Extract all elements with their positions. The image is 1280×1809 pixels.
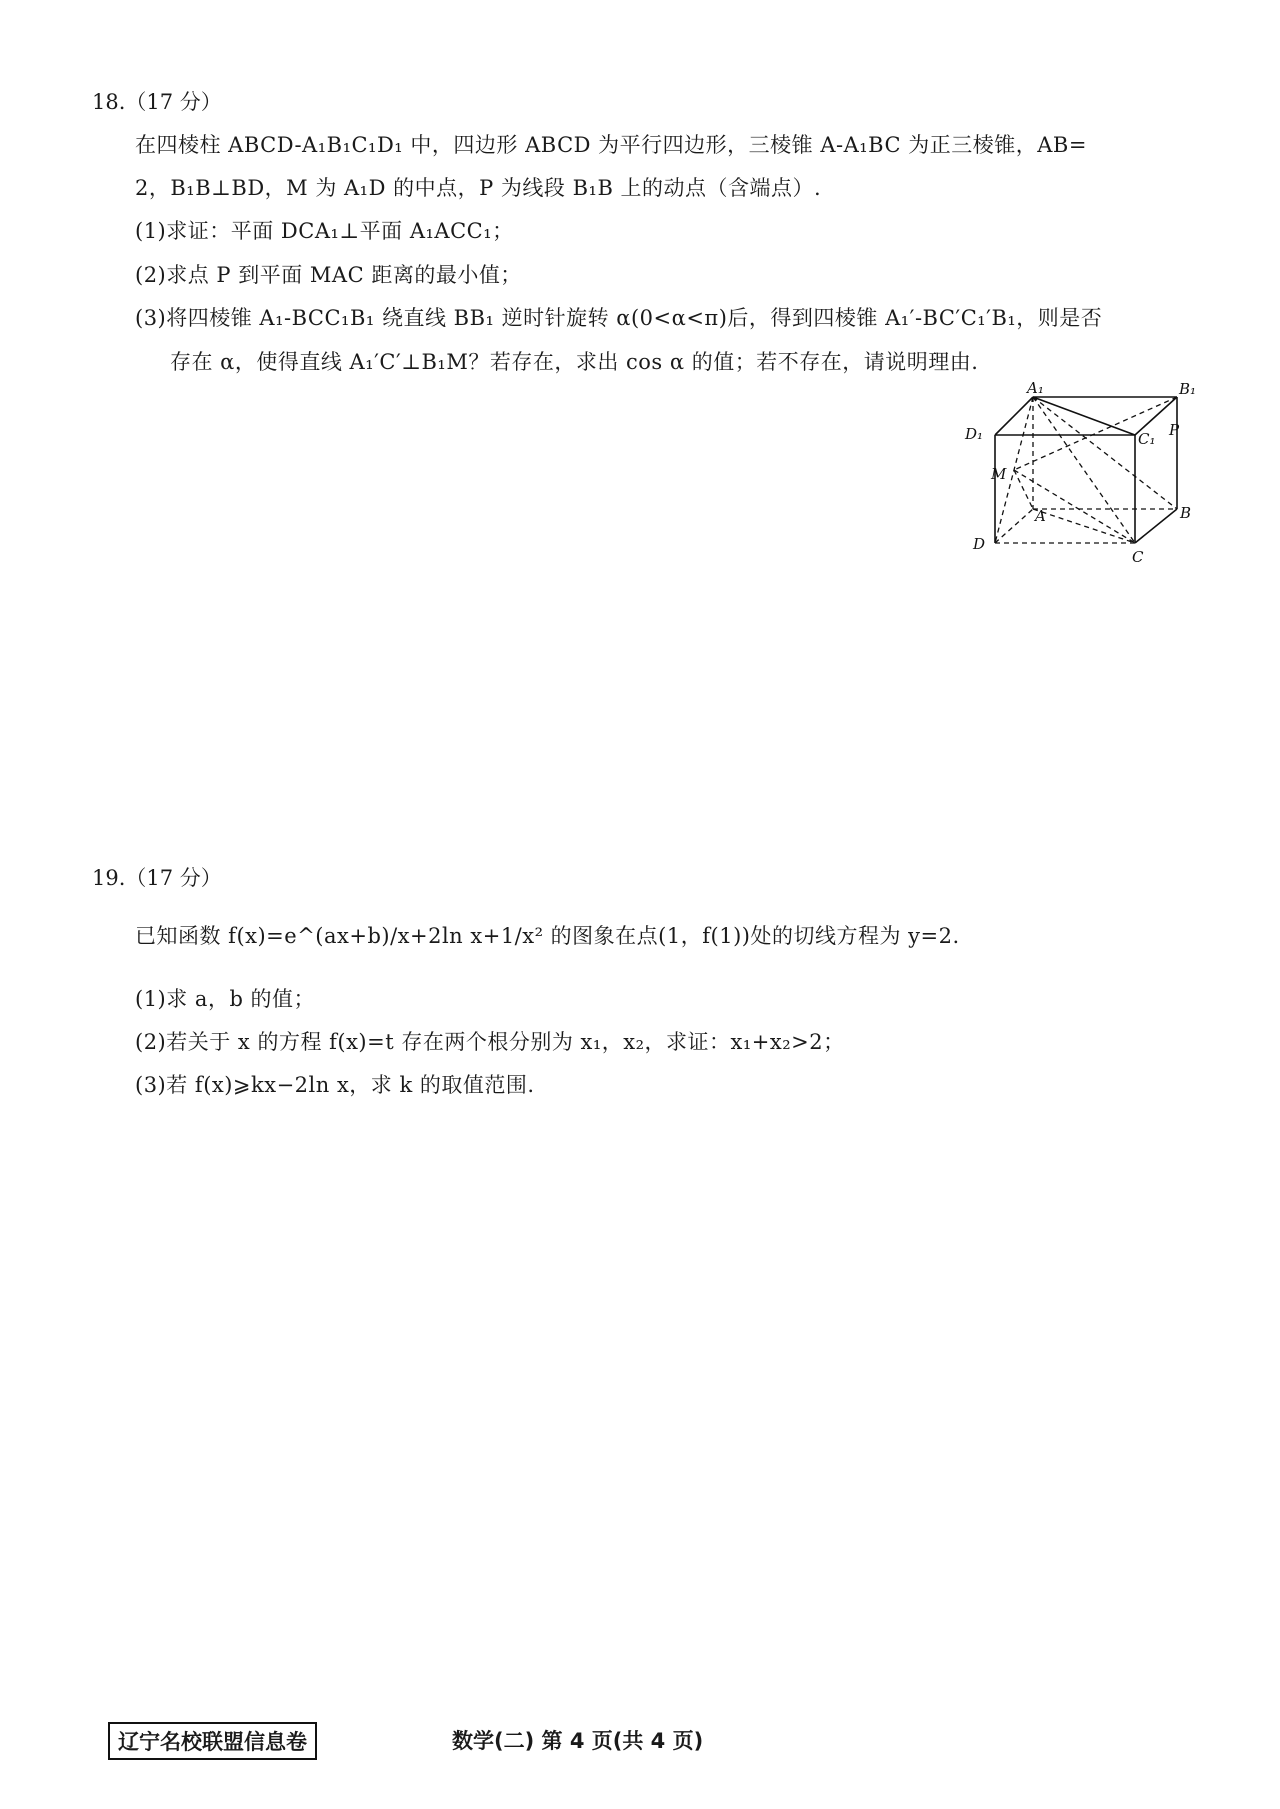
label-A: A (1035, 507, 1046, 525)
question-18-header: 18.（17 分） (92, 90, 222, 114)
label-C: C (1132, 548, 1144, 566)
label-B: B (1180, 504, 1192, 522)
q18-part-3-cont: 存在 α，使得直线 A₁′C′⊥B₁M？若存在，求出 cos α 的值；若不存在，请说明理由. (170, 350, 979, 374)
q18-line-1: 在四棱柱 ABCD-A₁B₁C₁D₁ 中，四边形 ABCD 为平行四边形，三棱锥 A-A₁BC 为正三棱锥，AB= (135, 133, 1087, 157)
footer-source-box: 辽宁名校联盟信息卷 (108, 1722, 317, 1760)
q18-part-3: (3)将四棱锥 A₁-BCC₁B₁ 绕直线 BB₁ 逆时针旋转 α(0<α<π)后，得到四棱锥 A₁′-BC′C₁′B₁，则是否 (135, 306, 1103, 330)
q19-line-1: 已知函数 f(x)=e^(ax+b)/x+2ln x+1/x² 的图象在点(1，f(1))处的切线方程为 y=2. (135, 924, 960, 948)
q19-part-3: (3)若 f(x)⩾kx−2ln x，求 k 的取值范围. (135, 1073, 535, 1097)
label-C1: C₁ (1138, 430, 1156, 448)
label-B1: B₁ (1179, 380, 1197, 398)
label-D: D (973, 535, 986, 553)
q19-part-1: (1)求 a，b 的值； (135, 987, 316, 1011)
q18-line-2: 2，B₁B⊥BD，M 为 A₁D 的中点，P 为线段 B₁B 上的动点（含端点）. (135, 176, 822, 200)
prism-figure (955, 379, 1197, 585)
label-M: M (991, 465, 1007, 483)
label-P: P (1169, 421, 1180, 439)
q18-part-1: (1)求证：平面 DCA₁⊥平面 A₁ACC₁； (135, 219, 514, 243)
label-A1: A₁ (1027, 379, 1044, 397)
question-19-header: 19.（17 分） (92, 866, 222, 890)
q19-part-2: (2)若关于 x 的方程 f(x)=t 存在两个根分别为 x₁，x₂，求证：x₁+x₂>2； (135, 1030, 845, 1054)
q18-part-2: (2)求点 P 到平面 MAC 距离的最小值； (135, 263, 522, 287)
label-D1: D₁ (965, 425, 984, 443)
footer-page-info: 数学(二) 第 4 页(共 4 页) (452, 1729, 704, 1753)
